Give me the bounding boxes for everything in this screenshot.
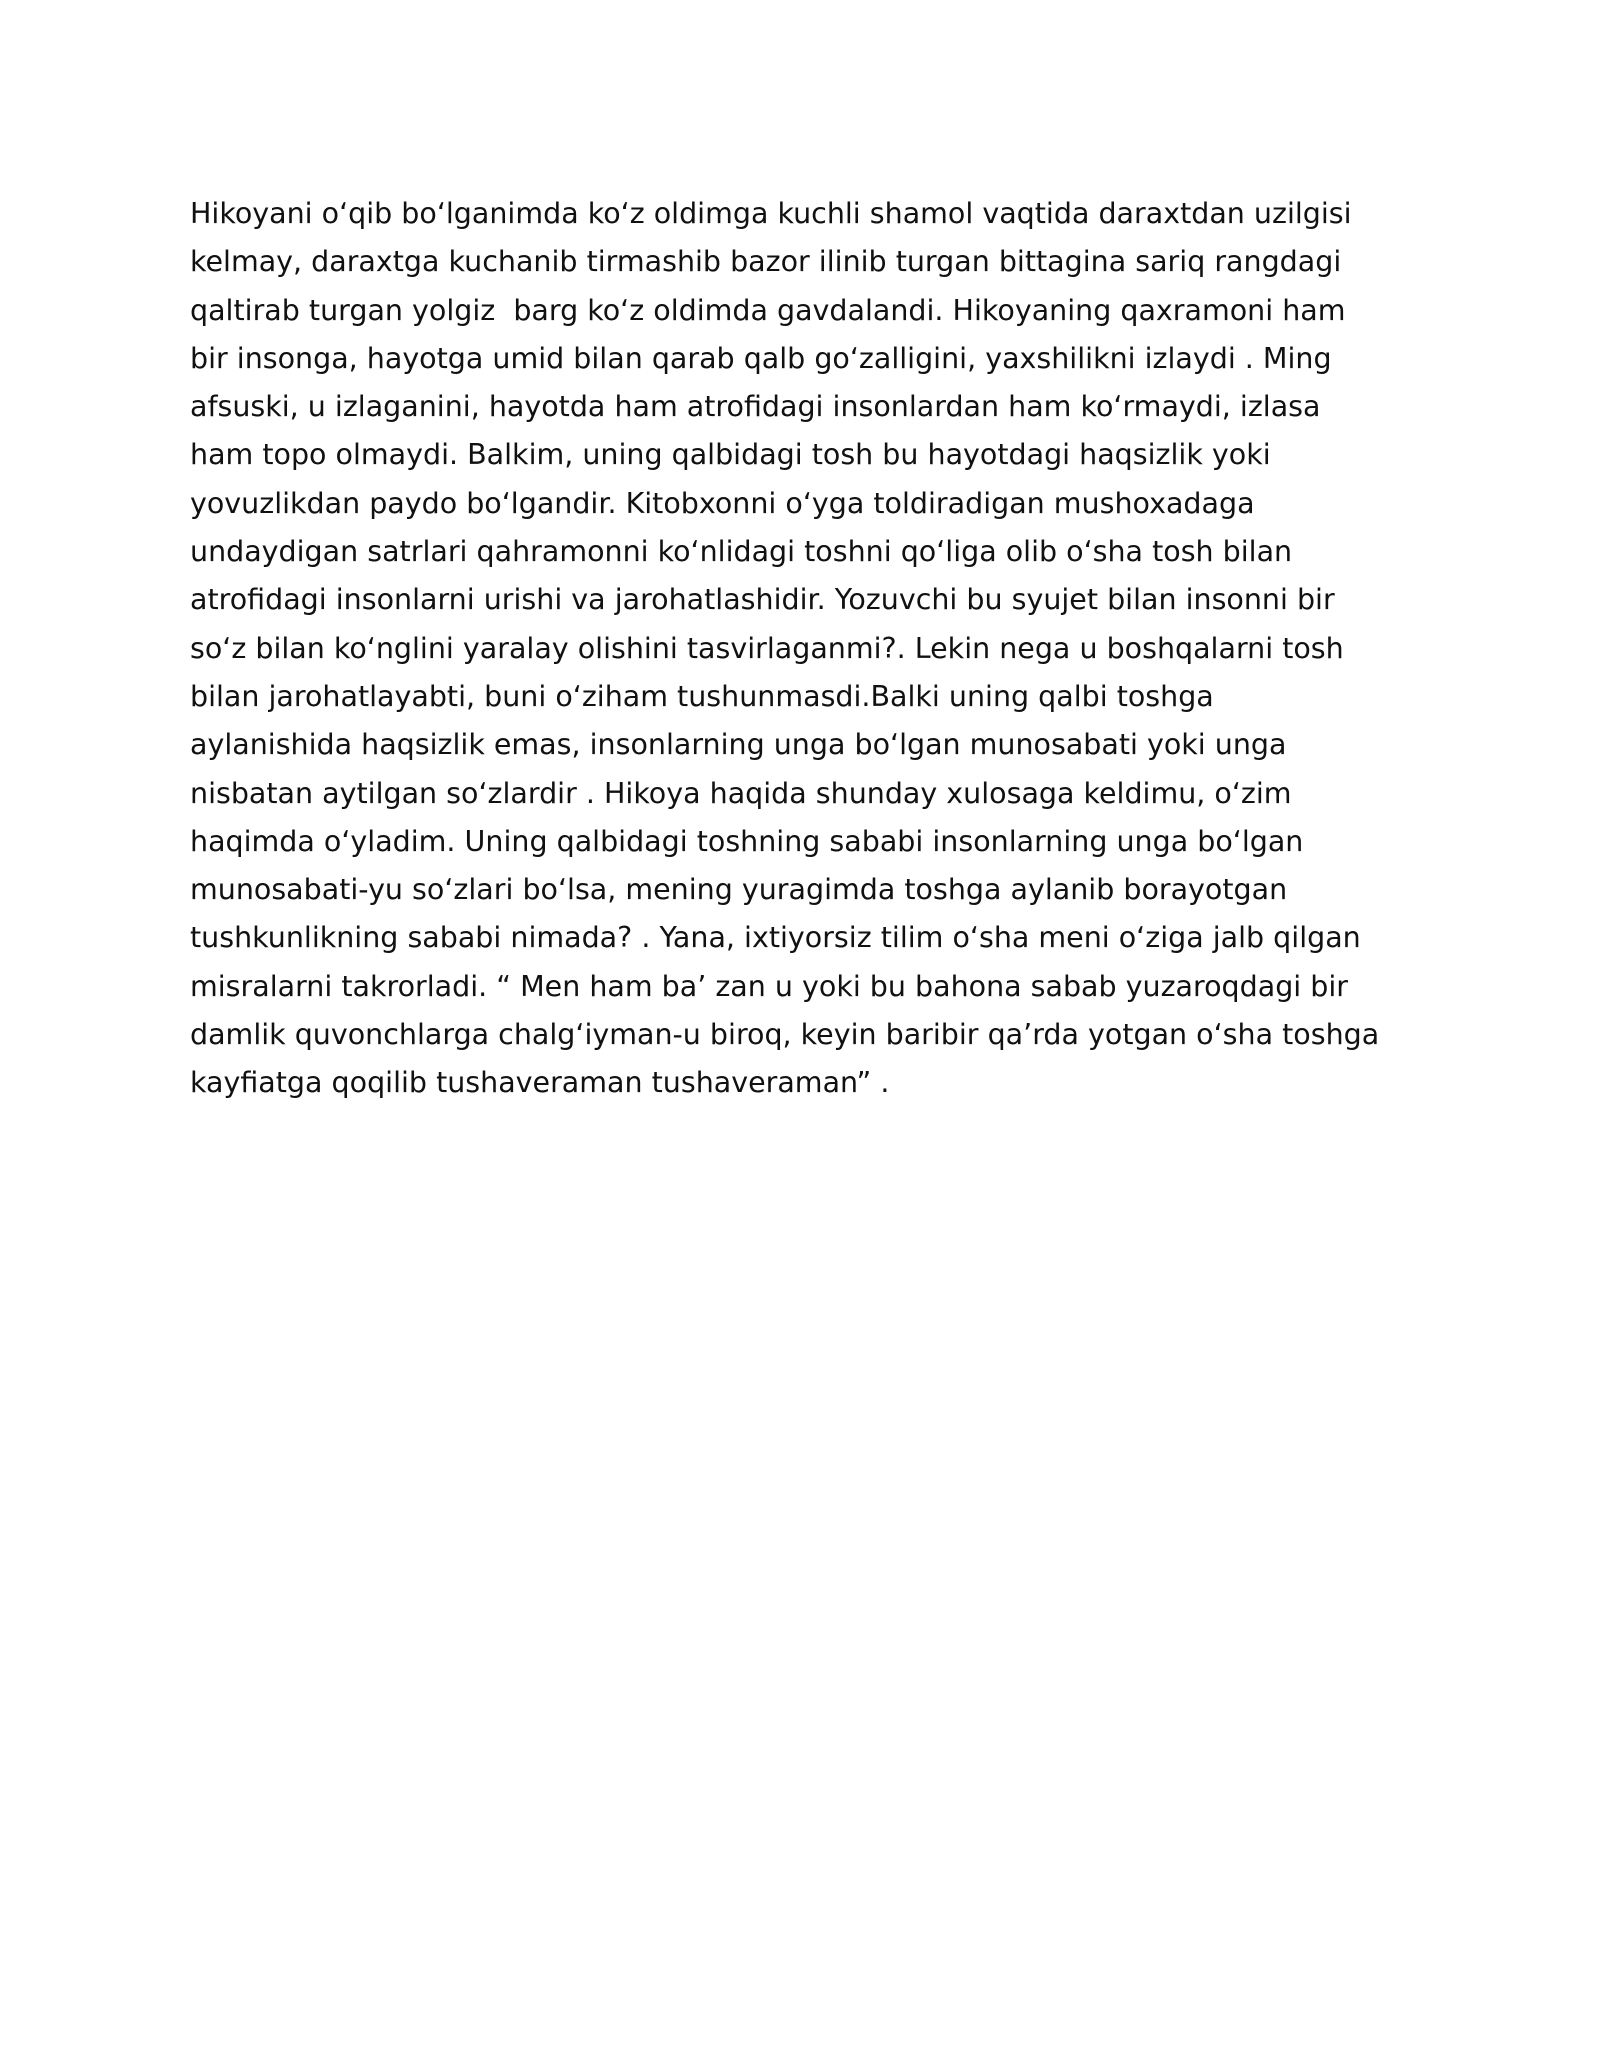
text-line: damlik quvonchlarga chalgʻiyman-u biroq, keyin baribir qa’rda yotgan oʻsha toshga [190, 1018, 1380, 1052]
text-line: bilan jarohatlayabti, buni oʻziham tushunmasdi.Balki uning qalbi toshga [190, 679, 1214, 713]
body-paragraph [190, 190, 1430, 1108]
text-line: aylanishida haqsizlik emas, insonlarning unga boʻlgan munosabati yoki unga [190, 728, 1287, 762]
text-line: misralarni takrorladi. “ Men ham ba’ zan u yoki bu bahona sabab yuzaroqdagi bir [190, 969, 1348, 1003]
text-line: ham topo olmaydi. Balkim, uning qalbidagi tosh bu hayotdagi haqsizlik yoki [190, 438, 1271, 472]
text-line: bir insonga, hayotga umid bilan qarab qalb goʻzalligini, yaxshilikni izlaydi . Ming [190, 341, 1332, 375]
text-line: munosabati-yu soʻzlari boʻlsa, mening yuragimda toshga aylanib borayotgan [190, 873, 1288, 907]
text-line: undaydigan satrlari qahramonni koʻnlidagi toshni qoʻliga olib oʻsha tosh bilan [190, 535, 1293, 569]
text-line: qaltirab turgan yolgiz barg koʻz oldimda gavdalandi. Hikoyaning qaxramoni ham [190, 293, 1346, 327]
text-line: Hikoyani oʻqib boʻlganimda koʻz oldimga kuchli shamol vaqtida daraxtdan uzilgisi [190, 197, 1352, 230]
text-line: atrofidagi insonlarni urishi va jarohatlashidir. Yozuvchi bu syujet bilan insonni bir [190, 583, 1335, 617]
text-line: afsuski, u izlaganini, hayotda ham atrofidagi insonlardan ham koʻrmaydi, izlasa [190, 390, 1321, 424]
text-line: kelmay, daraxtga kuchanib tirmashib bazor ilinib turgan bittagina sariq rangdagi [190, 245, 1342, 279]
text-line: soʻz bilan koʻnglini yaralay olishini tasvirlaganmi?. Lekin nega u boshqalarni tosh [190, 631, 1344, 665]
text-line: tushkunlikning sababi nimada? . Yana, ixtiyorsiz tilim oʻsha meni oʻziga jalb qilgan [190, 921, 1361, 955]
text-line: nisbatan aytilgan soʻzlardir . Hikoya haqida shunday xulosaga keldimu, oʻzim [190, 776, 1292, 810]
text-line: kayfiatga qoqilib tushaveraman tushaveraman” . [190, 1066, 890, 1100]
text-line: haqimda oʻyladim. Uning qalbidagi toshning sababi insonlarning unga boʻlgan [190, 824, 1304, 858]
text-line: yovuzlikdan paydo boʻlgandir. Kitobxonni oʻyga toldiradigan mushoxadaga [190, 486, 1255, 520]
